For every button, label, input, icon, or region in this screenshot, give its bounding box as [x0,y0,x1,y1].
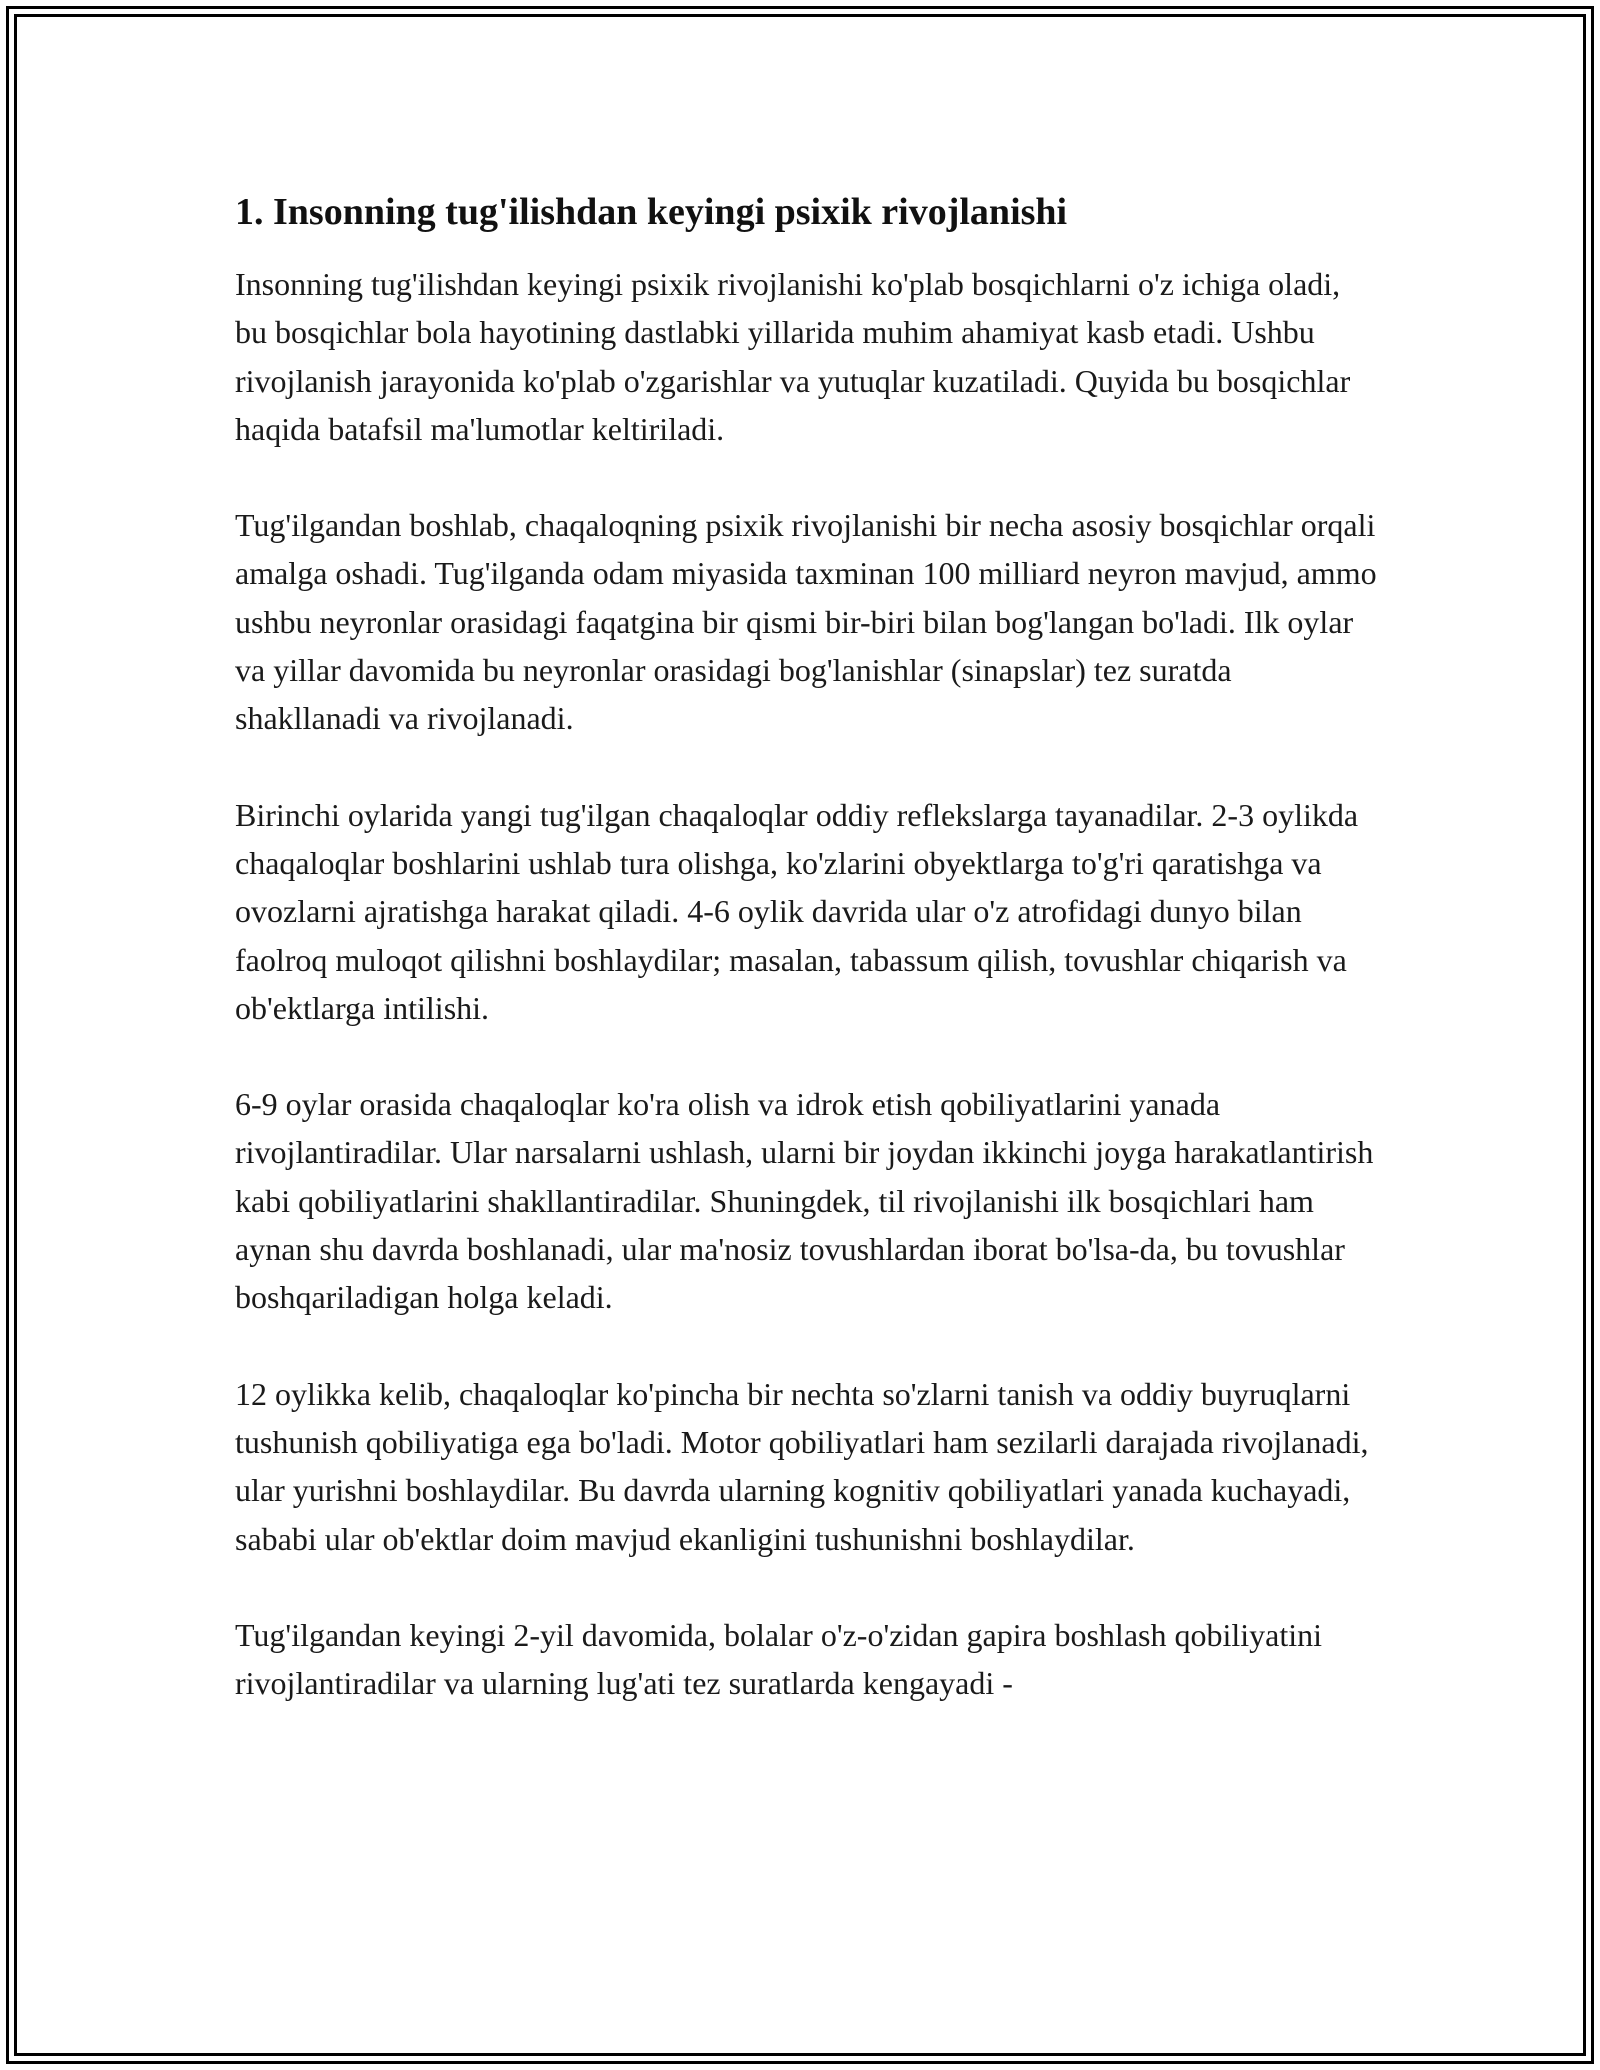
paragraph-3: Birinchi oylarida yangi tug'ilgan chaqaloqlar oddiy reflekslarga tayanadilar. 2-3 oylikda chaqaloqlar boshlarini ushlab tura olishga, ko'zlarini obyektlarga to'g'ri qaratishga va ovozlarni ajratishga harakat qiladi. 4-6 oylik davrida ular o'z atrofidagi dunyo bilan faolroq muloqot qilishni boshlaydilar; masalan, tabassum qilish, tovushlar chiqarish va ob'ektlarga intilishi. [235,796,1359,1026]
section-heading: 1. Insonning tug'ilishdan keyingi psixik rivojlanishi [235,191,1068,233]
paragraph-4: 6-9 oylar orasida chaqaloqlar ko'ra olish va idrok etish qobiliyatlarini yanada rivojlantiradilar. Ular narsalarni ushlash, ularni bir joydan ikkinchi joyga harakatlantirish kabi qobiliyatlarini shakllantiradilar. Shuningdek, til rivojlanishi ilk bosqichlari ham aynan shu davrda boshlanadi, ular ma'nosiz tovushlardan iborat bo'lsa-da, bu tovushlar boshqariladigan holga keladi. [235,1086,1374,1316]
paragraph-2: Tug'ilgandan boshlab, chaqaloqning psixik rivojlanishi bir necha asosiy bosqichlar orqali amalga oshadi. Tug'ilganda odam miyasida taxminan 100 milliard neyron mavjud, ammo ushbu neyronlar orasidagi faqatgina bir qismi bir-biri bilan bog'langan bo'ladi. Ilk oylar va yillar davomida bu neyronlar orasidagi bog'lanishlar (sinapslar) tez suratda shakllanadi va rivojlanadi. [235,507,1377,737]
paragraph-5: 12 oylikka kelib, chaqaloqlar ko'pincha bir nechta so'zlarni tanish va oddiy buyruqlarni tushunish qobiliyatiga ega bo'ladi. Motor qobiliyatlari ham sezilarli darajada rivojlanadi, ular yurishni boshlaydilar. Bu davrda ularning kognitiv qobiliyatlari yanada kuchayadi, sababi ular ob'ektlar doim mavjud ekanligini tushunishni boshlaydilar. [235,1375,1369,1557]
document-body [235,186,1380,1755]
paragraph-6: Tug'ilgandan keyingi 2-yil davomida, bolalar o'z-o'zidan gapira boshlash qobiliyatini rivojlantiradilar va ularning lug'ati tez suratlarda kengayadi - [235,1616,1323,1702]
paragraph-1: Insonning tug'ilishdan keyingi psixik rivojlanishi ko'plab bosqichlarni o'z ichiga oladi, bu bosqichlar bola hayotining dastlabki yillarida muhim ahamiyat kasb etadi. Ushbu rivojlanish jarayonida ko'plab o'zgarishlar va yutuqlar kuzatiladi. Quyida bu bosqichlar haqida batafsil ma'lumotlar keltiriladi. [235,266,1351,447]
